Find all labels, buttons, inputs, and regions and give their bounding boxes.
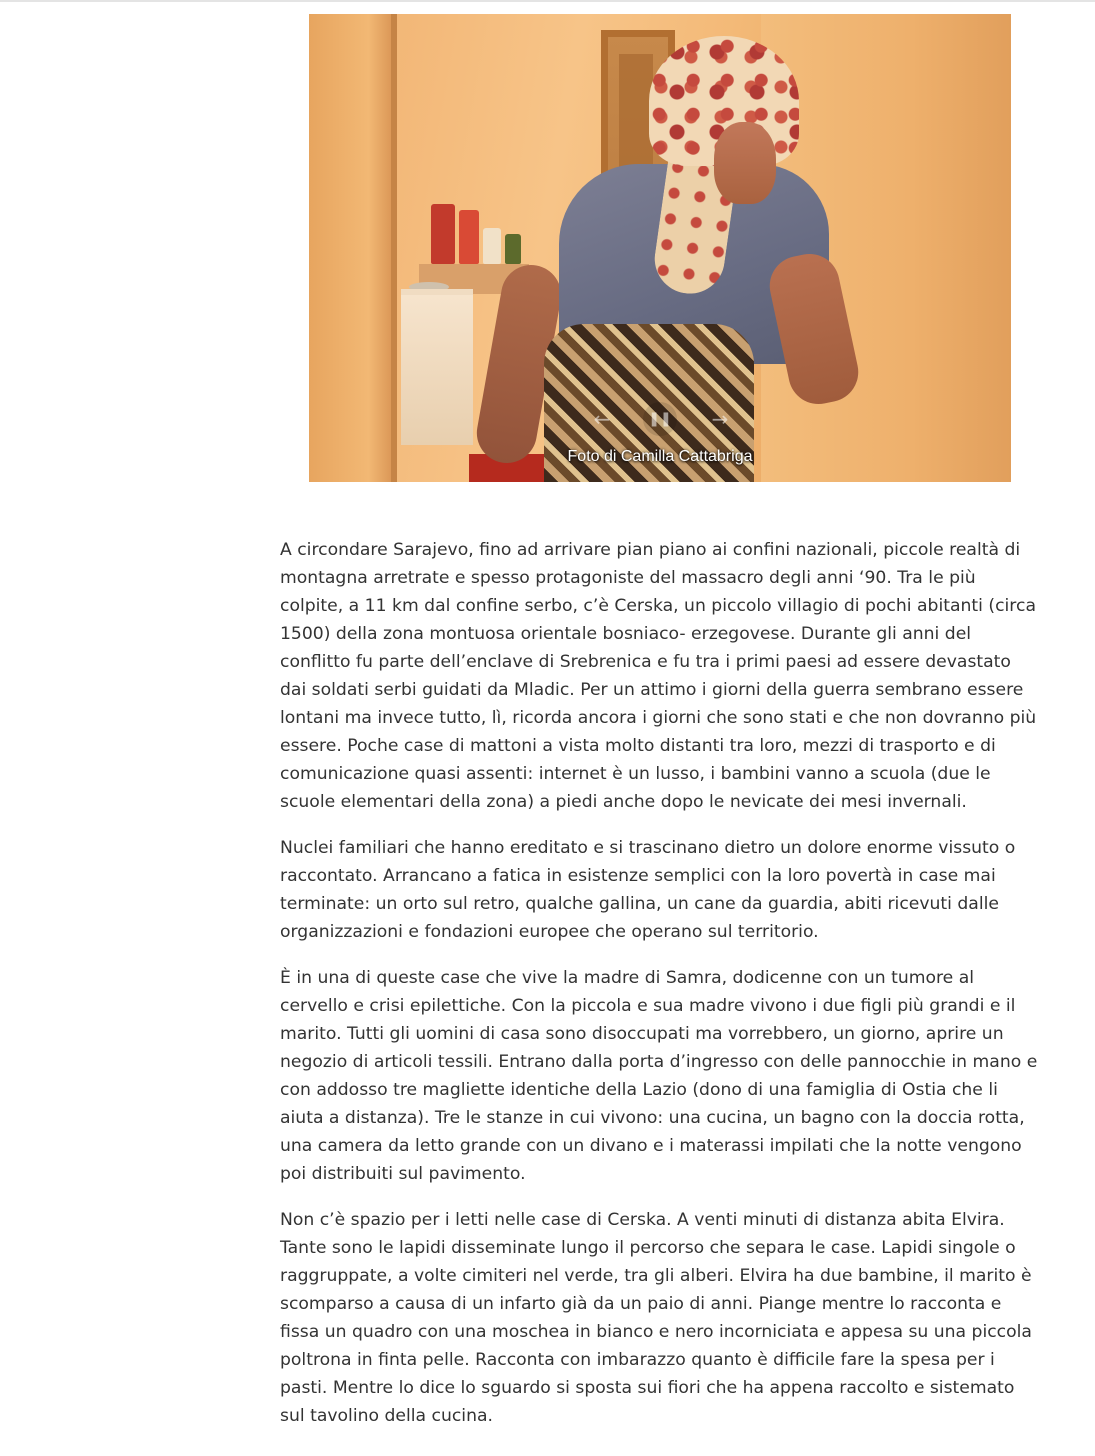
pause-icon[interactable]: ❚❚: [643, 402, 677, 436]
article-paragraph: Non c’è spazio per i letti nelle case di Cerska. A venti minuti di distanza abita Elvira. Tante sono le lapidi disseminate lungo il percorso che separa le case. Lapidi singole o raggruppate, a volte cimiteri nel verde, tra gli alberi. Elvira ha due bambine, il marito è scomparso a causa di un infarto già da un paio di anni. Piange mentre lo racconta e fissa un quadro con una moschea in bianco e nero incorniciata e appesa su una piccola poltrona in finta pelle. Racconta con imbarazzo quanto è difficile fare la spesa per i pasti. Mentre lo dice lo sguardo si sposta sui fiori che ha appena raccolto e sistemato sul tavolino della cucina.: [280, 1210, 1032, 1426]
photo-jar: [459, 210, 479, 264]
photo-slideshow[interactable]: [309, 14, 1011, 482]
photo-wall-left: [309, 14, 394, 482]
photo-wall-edge: [391, 14, 397, 482]
article-body: [280, 536, 1042, 1448]
photo-jar: [483, 228, 501, 264]
photo-jar: [505, 234, 521, 264]
article-paragraph: Nuclei familiari che hanno ereditato e si trascinano dietro un dolore enorme vissuto o raccontato. Arrancano a fatica in esistenze semplici con la loro povertà in case mai terminate: un orto sul retro, qualche gallina, un cane da guardia, abiti ricevuti dalle organizzazioni e fondazioni europee che operano sul territorio.: [280, 838, 1016, 942]
arrow-right-icon[interactable]: →: [711, 407, 729, 431]
article-paragraph: A circondare Sarajevo, fino ad arrivare pian piano ai confini nazionali, piccole realtà di montagna arretrate e spesso protagoniste del massacro degli anni ‘90. Tra le più colpite, a 11 km dal confine serbo, c’è Cerska, un piccolo villagio di pochi abitanti (circa 1500) della zona montuosa orientale bosniaco- erzegovese. Durante gli anni del conflitto fu parte dell’enclave di Srebrenica e fu tra i primi paesi ad essere devastato dai soldati serbi guidati da Mladic. Per un attimo i giorni della guerra sembrano essere lontani ma invece tutto, lì, ricorda ancora i giorni che sono stati e che non dovranno più essere. Poche case di mattoni a vista molto distanti tra loro, mezzi di trasporto e di comunicazione quasi assenti: internet è un lusso, i bambini vanno a scuola (due le scuole elementari della zona) a piedi anche dopo le nevicate dei mesi invernali.: [280, 540, 1037, 812]
photo-jar: [431, 204, 455, 264]
slideshow-controls: [581, 394, 741, 444]
article-paragraph: È in una di queste case che vive la madre di Samra, dodicenne con un tumore al cervello e crisi epilettiche. Con la piccola e sua madre vivono i due figli più grandi e il marito. Tutti gli uomini di casa sono disoccupati ma vorrebbero, un giorno, aprire un negozio di articoli tessili. Entrano dalla porta d’ingresso con delle pannocchie in mano e con addosso tre magliette identiche della Lazio (dono di una famiglia di Ostia che li aiuta a distanza). Tre le stanze in cui vivono: una cucina, un bagno con la doccia rotta, una camera da letto grande con un divano e i materassi impilati che la notte vengono poi distribuiti sul pavimento.: [280, 968, 1038, 1184]
photo-caption: Foto di Camilla Cattabriga: [567, 448, 753, 465]
arrow-left-icon[interactable]: ←: [593, 407, 611, 431]
photo-stove: [401, 289, 473, 445]
photo-face: [714, 122, 776, 204]
top-divider: [0, 0, 1095, 2]
